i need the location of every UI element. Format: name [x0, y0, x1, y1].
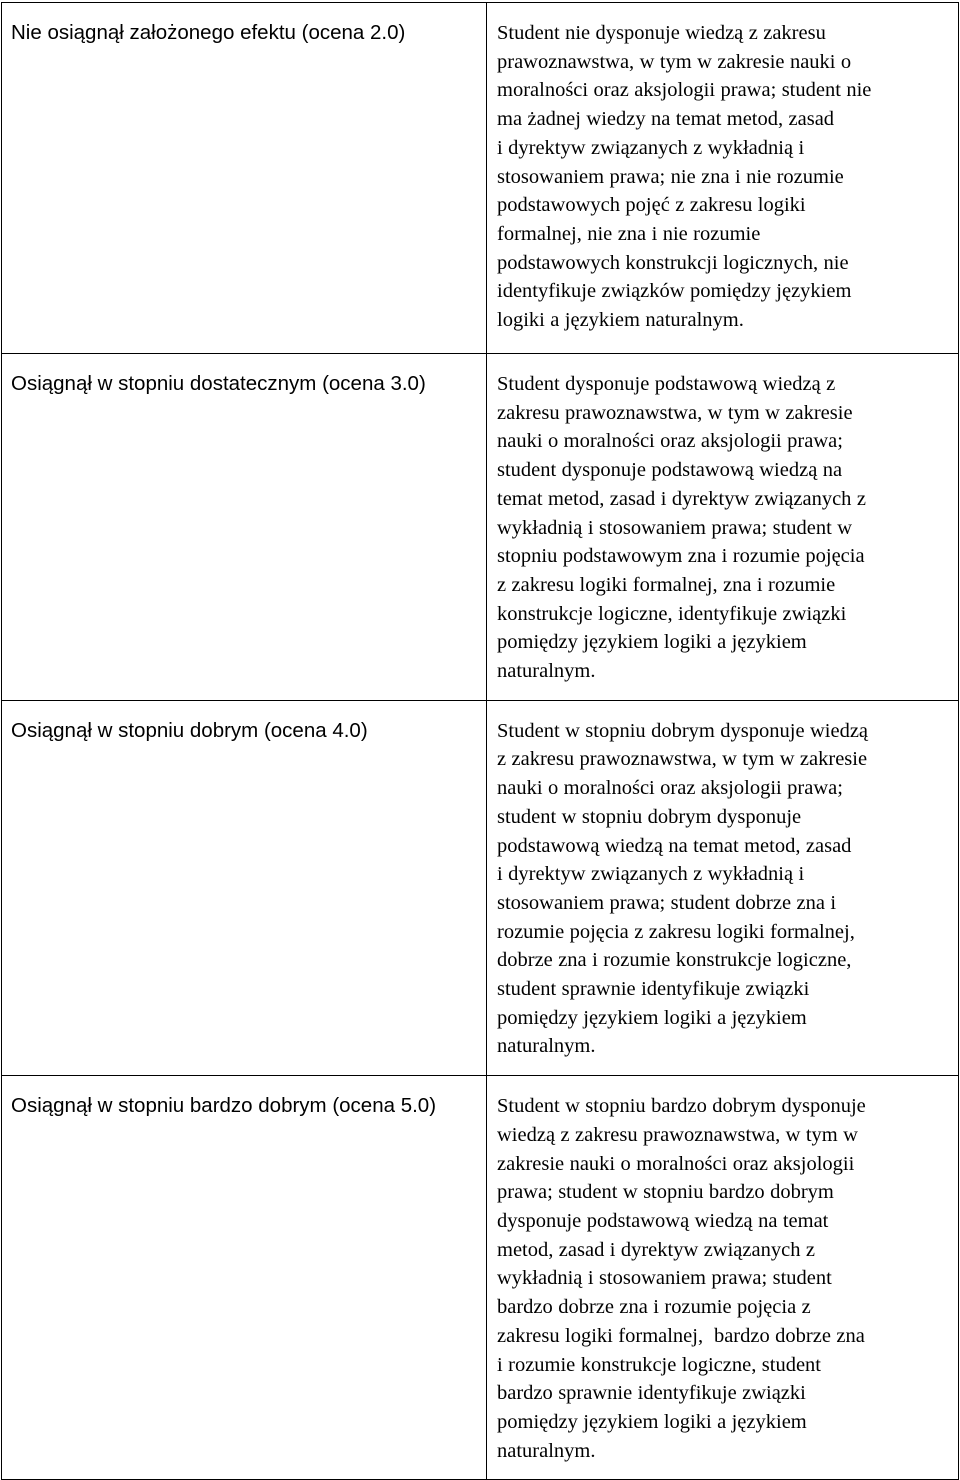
description-line: podstawową wiedzą na temat metod, zasad	[497, 834, 852, 857]
description-line: pomiędzy językiem logiki a językiem	[497, 631, 807, 654]
description-line: z zakresu logiki formalnej, zna i rozumie	[497, 573, 836, 596]
grade-description	[487, 1076, 958, 1479]
grade-label: Osiągnął w stopniu dostatecznym (ocena 3.0)	[11, 372, 426, 395]
description-line: Student nie dysponuje wiedzą z zakresu	[497, 22, 826, 44]
description-cell	[487, 3, 959, 354]
grading-criteria-table	[1, 2, 959, 1480]
description-line: bardzo sprawnie identyfikuje związki	[497, 1382, 806, 1405]
description-line: logiki a językiem naturalnym.	[497, 309, 744, 332]
description-line: pomiędzy językiem logiki a językiem	[497, 1410, 807, 1433]
description-line: naturalnym.	[497, 1439, 596, 1462]
grade-cell	[2, 354, 487, 701]
description-line: identyfikuje związków pomiędzy językiem	[497, 280, 852, 303]
grade-description	[487, 354, 958, 700]
description-line: wykładnią i stosowaniem prawa; student	[497, 1267, 832, 1290]
description-cell	[487, 1076, 959, 1480]
grading-criteria-body	[2, 3, 959, 1480]
grade-row-3-0	[2, 354, 959, 701]
description-line: temat metod, zasad i dyrektyw związanych z	[497, 487, 866, 510]
description-line: Student w stopniu bardzo dobrym dysponuje	[497, 1095, 866, 1118]
description-line: konstrukcje logiczne, identyfikuje związki	[497, 602, 847, 625]
grade-description	[487, 701, 958, 1075]
description-line: student w stopniu dobrym dysponuje	[497, 805, 802, 828]
grade-cell	[2, 1076, 487, 1480]
description-line: i dyrektyw związanych z wykładnią i	[497, 863, 805, 886]
description-line: pomiędzy językiem logiki a językiem	[497, 1006, 807, 1029]
description-line: ma żadnej wiedzy na temat metod, zasad	[497, 108, 835, 131]
description-line: z zakresu prawoznawstwa, w tym w zakresie	[497, 748, 868, 771]
description-line: stopniu podstawowym zna i rozumie pojęcia	[497, 545, 865, 568]
description-line: zakresie nauki o moralności oraz aksjologii	[497, 1152, 855, 1175]
description-line: formalnej, nie zna i nie rozumie	[497, 222, 761, 245]
description-line: i rozumie konstrukcje logiczne, student	[497, 1353, 821, 1376]
description-line: metod, zasad i dyrektyw związanych z	[497, 1238, 815, 1261]
description-line: prawa; student w stopniu bardzo dobrym	[497, 1181, 834, 1204]
grade-label: Osiągnął w stopniu bardzo dobrym (ocena 5.0)	[11, 1094, 437, 1118]
description-line: podstawowych konstrukcji logicznych, nie	[497, 251, 849, 274]
description-line: zakresu logiki formalnej, bardzo dobrze zna	[497, 1324, 865, 1347]
description-cell	[487, 700, 959, 1075]
description-line: stosowaniem prawa; student dobrze zna i	[497, 891, 837, 914]
description-line: dobrze zna i rozumie konstrukcje logiczne,	[497, 949, 852, 972]
description-line: naturalnym.	[497, 660, 596, 683]
description-line: wykładnią i stosowaniem prawa; student w	[497, 516, 853, 539]
grade-label: Osiągnął w stopniu dobrym (ocena 4.0)	[11, 718, 368, 742]
description-line: zakresu prawoznawstwa, w tym w zakresie	[497, 401, 853, 424]
description-cell	[487, 354, 959, 701]
description-line: wiedzą z zakresu prawoznawstwa, w tym w	[497, 1123, 858, 1146]
description-line: moralności oraz aksjologii prawa; student nie	[497, 79, 872, 102]
description-line: student dysponuje podstawową wiedzą na	[497, 459, 843, 482]
grade-row-5-0	[2, 1076, 959, 1480]
description-line: stosowaniem prawa; nie zna i nie rozumie	[497, 165, 844, 188]
description-line: Student dysponuje podstawową wiedzą z	[497, 373, 836, 395]
description-line: i dyrektyw związanych z wykładnią i	[497, 136, 805, 159]
description-line: bardzo dobrze zna i rozumie pojęcia z	[497, 1296, 811, 1319]
grade-cell	[2, 700, 487, 1075]
description-line: rozumie pojęcia z zakresu logiki formalnej,	[497, 920, 855, 943]
description-line: nauki o moralności oraz aksjologii prawa;	[497, 430, 843, 453]
grade-cell	[2, 3, 487, 354]
grade-label: Nie osiągnął założonego efektu (ocena 2.0)	[11, 21, 406, 44]
description-line: prawoznawstwa, w tym w zakresie nauki o	[497, 50, 852, 73]
description-line: student sprawnie identyfikuje związki	[497, 978, 810, 1001]
description-line: Student w stopniu dobrym dysponuje wiedzą	[497, 719, 869, 742]
description-line: nauki o moralności oraz aksjologii prawa;	[497, 777, 843, 800]
description-line: podstawowych pojęć z zakresu logiki	[497, 194, 806, 217]
grade-row-4-0	[2, 700, 959, 1075]
grade-row-2-0	[2, 3, 959, 354]
description-line: naturalnym.	[497, 1035, 596, 1058]
description-line: dysponuje podstawową wiedzą na temat	[497, 1209, 829, 1232]
grade-description	[487, 3, 958, 349]
